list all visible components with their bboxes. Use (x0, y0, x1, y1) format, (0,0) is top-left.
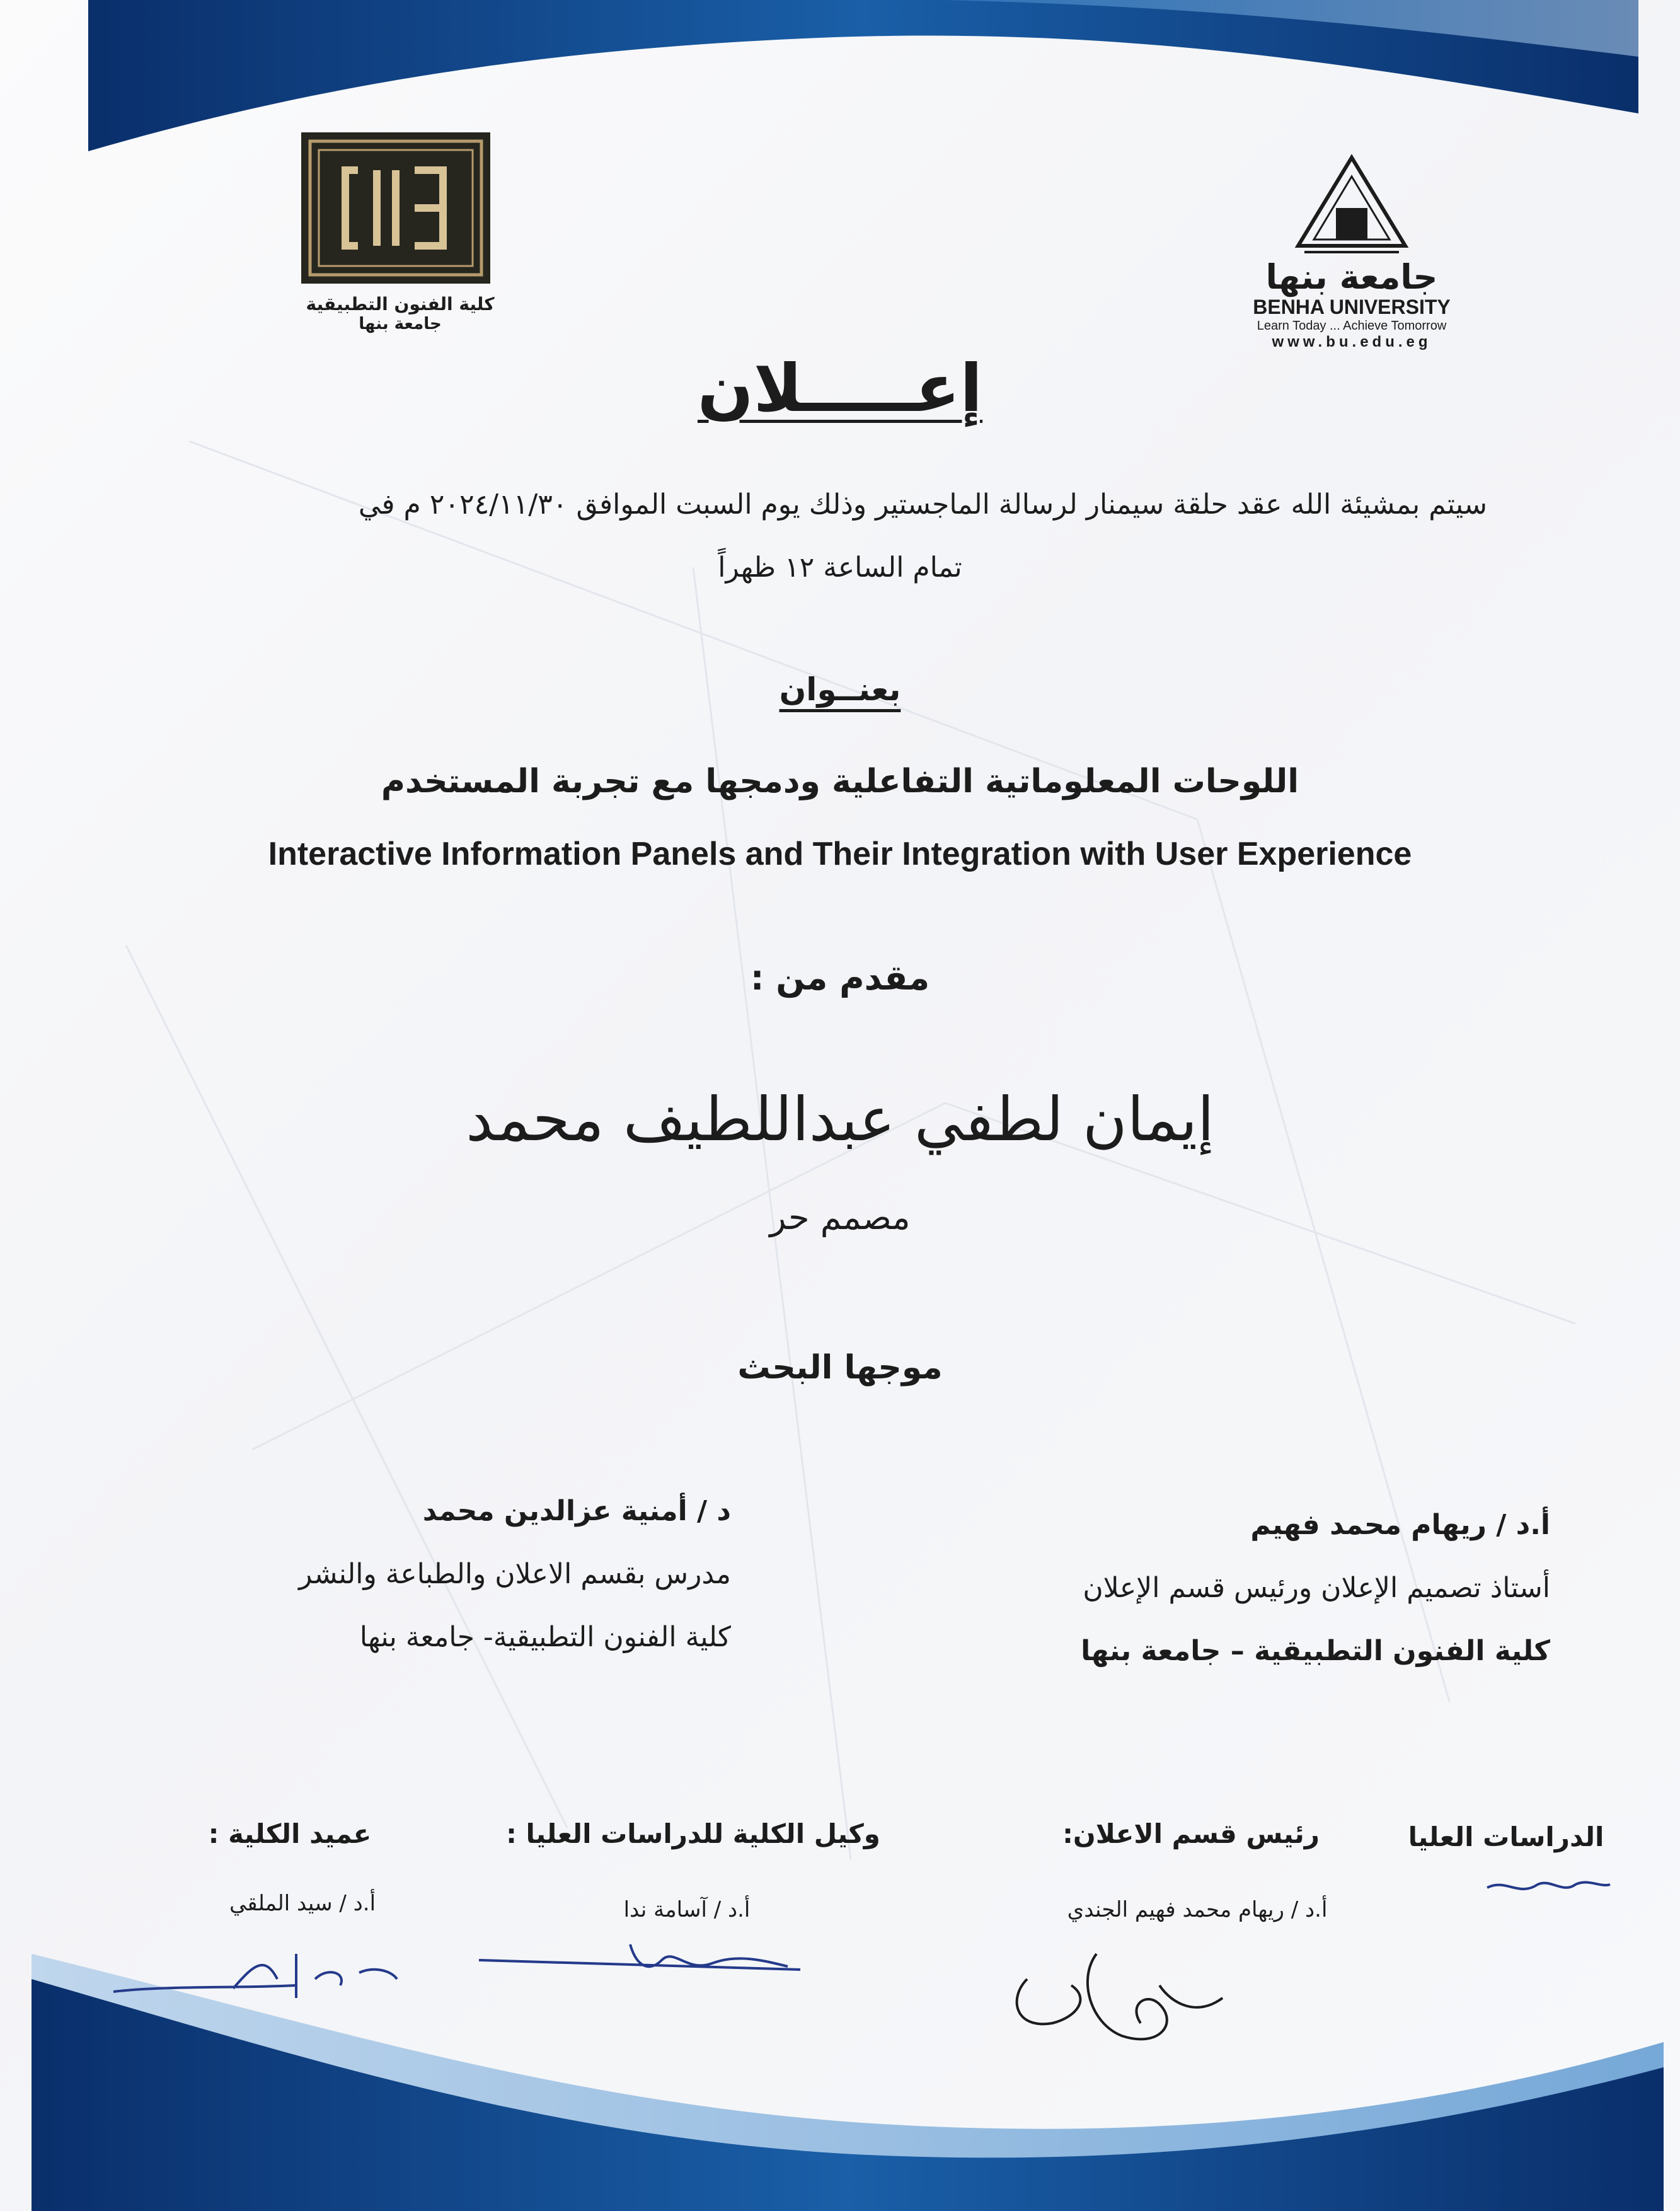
supervisor-right-affiliation: كلية الفنون التطبيقية – جامعة بنها (1081, 1635, 1550, 1667)
university-name-ar: جامعة بنها (1265, 257, 1438, 297)
presenter-name: إيمان لطفي عبداللطيف محمد (466, 1084, 1214, 1155)
faculty-logo-mark (301, 132, 497, 290)
intro-line-1: سيتم بمشيئة الله عقد حلقة سيمنار لرسالة الماجستير وذلك يوم السبت الموافق ٢٠٢٤/١١/٣٠ م في (358, 488, 1487, 521)
dean-name: أ.د / سيد الملقي (229, 1891, 376, 1916)
supervisor-right-title: أستاذ تصميم الإعلان ورئيس قسم الإعلان (1083, 1572, 1550, 1604)
subject-arabic: اللوحات المعلوماتية التفاعلية ودمجها مع تجربة المستخدم (381, 763, 1299, 800)
supervisor-right (920, 1494, 1550, 1683)
vice-dean-signature (473, 1935, 813, 1992)
faculty-name: كلية الفنون التطبيقية (306, 294, 495, 315)
university-seal-icon (1292, 151, 1412, 258)
graduate-studies-signature (1481, 1866, 1613, 1903)
supervisors-label: موجها البحث (737, 1349, 943, 1387)
presenter-role: مصمم حر (769, 1198, 911, 1237)
university-name-en: BENHA UNIVERSITY (1253, 296, 1451, 319)
intro-line-2: تمام الساعة ١٢ ظهراً (718, 551, 962, 584)
supervisor-right-name: أ.د / ريهام محمد فهيم (1250, 1509, 1550, 1541)
supervisor-left-affiliation: كلية الفنون التطبيقية- جامعة بنها (359, 1621, 731, 1653)
supervisor-left-title: مدرس بقسم الاعلان والطباعة والنشر (299, 1558, 731, 1590)
faculty-logo (296, 132, 504, 333)
dept-head-signature (1002, 1929, 1229, 2061)
subject-english: Interactive Information Panels and Their Integration with User Experience (268, 836, 1412, 872)
presented-by-label: مقدم من : (750, 958, 930, 998)
vice-dean-label: وكيل الكلية للدراسات العليا : (506, 1818, 880, 1849)
dept-head-label: رئيس قسم الاعلان: (1062, 1818, 1320, 1849)
subject-label: بعنــوان (779, 671, 901, 708)
university-url: www.bu.edu.eg (1272, 333, 1432, 351)
page-title: إعـــــلان (697, 350, 983, 427)
university-tagline: Learn Today ... Achieve Tomorrow (1257, 319, 1447, 333)
supervisor-left-name: د / أمنية عزالدين محمد (422, 1495, 731, 1527)
faculty-university: جامعة بنها (359, 315, 442, 333)
dept-head-name: أ.د / ريهام محمد فهيم الجندي (1067, 1897, 1328, 1922)
supervisor-left (164, 1480, 731, 1669)
vice-dean-name: أ.د / آسامة ندا (623, 1897, 751, 1922)
university-logo (1235, 151, 1468, 351)
graduate-studies-label: الدراسات العليا (1408, 1821, 1604, 1852)
dean-signature (107, 1941, 435, 2004)
dean-label: عميد الكلية : (208, 1818, 372, 1849)
